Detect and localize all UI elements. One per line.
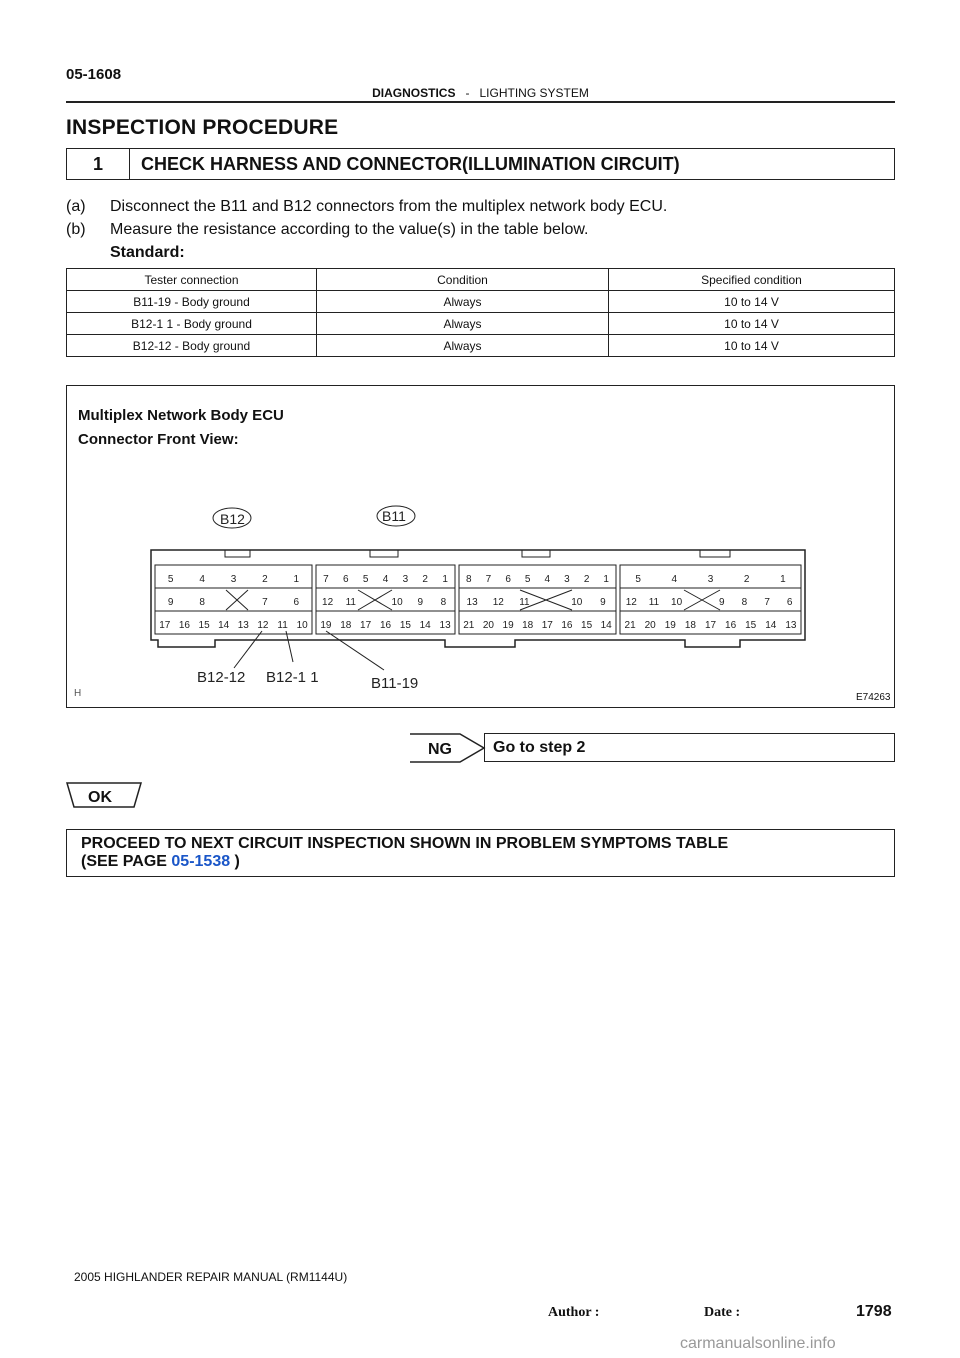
pin-number: 20	[482, 620, 494, 631]
header-section: DIAGNOSTICS	[372, 86, 456, 100]
page-code: 05-1608	[66, 66, 122, 83]
pin-number: 9	[719, 597, 725, 608]
pin-number: 15	[745, 620, 757, 631]
figure-title-line1: Multiplex Network Body ECU	[78, 407, 284, 424]
final-line2-suffix: )	[230, 853, 240, 870]
connector-b11-label: B11	[382, 508, 406, 524]
pin-number: 12	[257, 620, 269, 631]
pin-number: 8	[199, 597, 205, 608]
pin-number: 10	[571, 597, 583, 608]
page-number: 1798	[856, 1303, 892, 1320]
pin-number: 9	[417, 597, 424, 608]
connector-b12-label: B12	[220, 511, 245, 527]
pin-number: 2	[583, 574, 590, 585]
pin-number: 6	[293, 597, 300, 608]
ng-action-text: Go to step 2	[493, 739, 586, 756]
pin-number: 16	[178, 620, 190, 631]
pin-number: 3	[707, 574, 714, 585]
pin-number: 12	[625, 597, 637, 608]
callout-leader	[234, 631, 262, 668]
pin-number: 13	[439, 620, 451, 631]
table-cell: 10 to 14 V	[609, 291, 895, 313]
pin-number: 2	[743, 574, 750, 585]
pin-number: 14	[218, 620, 230, 631]
pin-number: 1	[293, 574, 300, 585]
pin-number: 11	[519, 597, 530, 608]
author-label: Author :	[548, 1305, 600, 1320]
pin-number: 7	[262, 597, 268, 608]
watermark: carmanualsonline.info	[680, 1335, 836, 1352]
instruction-b-label: (b)	[66, 221, 86, 238]
pin-number: 12	[492, 597, 504, 608]
pin-number: 16	[725, 620, 737, 631]
pin-number: 8	[466, 574, 472, 585]
pin-numbers	[159, 574, 797, 631]
callout-b12-11: B12-1 1	[266, 669, 319, 686]
pin-number: 13	[466, 597, 478, 608]
callout-leader	[326, 631, 384, 670]
ok-tab	[66, 782, 146, 808]
pin-number: 13	[785, 620, 797, 631]
pin-number: 1	[603, 574, 609, 585]
pin-number: 5	[635, 574, 641, 585]
pin-number: 5	[362, 574, 369, 585]
callout-b12-12: B12-12	[197, 669, 246, 686]
figure-corner-mark: H	[74, 688, 82, 699]
pin-number: 4	[382, 574, 389, 585]
figure-code: E74263	[856, 692, 891, 703]
pin-number: 16	[379, 620, 392, 631]
pin-number: 2	[422, 574, 428, 585]
table-cell: Always	[317, 313, 609, 335]
pin-number: 15	[581, 620, 593, 631]
pin-number: 7	[323, 574, 329, 585]
table-header: Tester connection	[67, 269, 317, 291]
pin-number: 14	[600, 620, 612, 631]
pin-number: 8	[440, 597, 447, 608]
pin-number: 6	[505, 574, 511, 585]
pin-number: 17	[541, 620, 553, 631]
pin-number: 17	[159, 620, 171, 631]
pin-number: 7	[485, 574, 492, 585]
instruction-b-text: Measure the resistance according to the value(s) in the table below.	[110, 221, 589, 238]
pin-number: 1	[780, 574, 786, 585]
pin-number: 3	[402, 574, 409, 585]
final-line1: PROCEED TO NEXT CIRCUIT INSPECTION SHOWN IN PROBLEM SYMPTOMS TABLE	[81, 835, 729, 852]
figure-title-line2: Connector Front View:	[78, 431, 239, 448]
pin-number: 10	[296, 620, 308, 631]
ng-arrow	[410, 733, 486, 763]
pin-number: 6	[786, 597, 793, 608]
step-title: CHECK HARNESS AND CONNECTOR(ILLUMINATION CIRCUIT)	[141, 154, 680, 174]
pin-number: 11	[277, 620, 288, 631]
pin-number: 1	[442, 574, 448, 585]
pin-number: 18	[684, 620, 696, 631]
pin-number: 4	[544, 574, 551, 585]
ng-label: NG	[428, 741, 452, 758]
instruction-a-label: (a)	[66, 198, 86, 215]
page-reference-link[interactable]: 05-1538	[171, 853, 231, 870]
step-number: 1	[67, 149, 130, 179]
pin-number: 15	[399, 620, 411, 631]
pin-number: 19	[502, 620, 514, 631]
pin-number: 17	[360, 620, 372, 631]
pin-number: 16	[561, 620, 573, 631]
pin-number: 9	[600, 597, 606, 608]
pin-number: 17	[704, 620, 717, 631]
instruction-a-text: Disconnect the B11 and B12 connectors from the multiplex network body ECU.	[110, 198, 668, 215]
ng-action-box	[484, 733, 895, 762]
pin-number: 5	[524, 574, 531, 585]
pin-number: 9	[167, 597, 174, 608]
pin-number: 10	[391, 597, 403, 608]
page-title: INSPECTION PROCEDURE	[66, 116, 339, 139]
header-subsection: LIGHTING SYSTEM	[479, 86, 589, 100]
pin-number: 10	[671, 597, 683, 608]
pin-number: 14	[419, 620, 431, 631]
pin-number: 15	[198, 620, 210, 631]
table-cell: B12-1 1 - Body ground	[67, 313, 317, 335]
pin-number: 18	[340, 620, 352, 631]
pin-number: 8	[741, 597, 748, 608]
pin-number: 6	[343, 574, 349, 585]
final-line2-prefix: (SEE PAGE	[81, 853, 172, 870]
callout-b11-19: B11-19	[371, 675, 419, 692]
pin-number: 3	[230, 574, 237, 585]
pin-number: 4	[671, 574, 678, 585]
table-cell: Always	[317, 291, 609, 313]
pin-number: 12	[322, 597, 334, 608]
pin-number: 5	[167, 574, 174, 585]
pin-number: 21	[624, 620, 636, 631]
pin-number: 7	[764, 597, 770, 608]
table-cell: 10 to 14 V	[609, 335, 895, 357]
pin-number: 19	[320, 620, 332, 631]
pin-number: 4	[199, 574, 205, 585]
pin-number: 18	[522, 620, 534, 631]
date-label: Date :	[704, 1305, 741, 1320]
table-header: Specified condition	[609, 269, 895, 291]
final-line2	[81, 853, 240, 871]
table-cell: B12-12 - Body ground	[67, 335, 317, 357]
pin-number: 11	[345, 597, 356, 608]
header-separator: -	[465, 86, 470, 100]
pin-number: 19	[664, 620, 676, 631]
table-cell: 10 to 14 V	[609, 313, 895, 335]
footer-manual: 2005 HIGHLANDER REPAIR MANUAL (RM1144U)	[74, 1270, 348, 1284]
callout-leader	[286, 631, 293, 662]
standard-label: Standard:	[110, 244, 185, 261]
pin-number: 11	[648, 597, 660, 608]
pin-number: 20	[644, 620, 656, 631]
pin-number: 2	[262, 574, 268, 585]
table-cell: B11-19 - Body ground	[67, 291, 317, 313]
pin-number: 14	[765, 620, 777, 631]
final-action-box	[66, 829, 895, 877]
pin-number: 21	[463, 620, 475, 631]
pin-number: 3	[564, 574, 570, 585]
table-cell: Always	[317, 335, 609, 357]
table-header: Condition	[317, 269, 609, 291]
pin-number: 13	[237, 620, 249, 631]
ok-label: OK	[88, 789, 112, 806]
